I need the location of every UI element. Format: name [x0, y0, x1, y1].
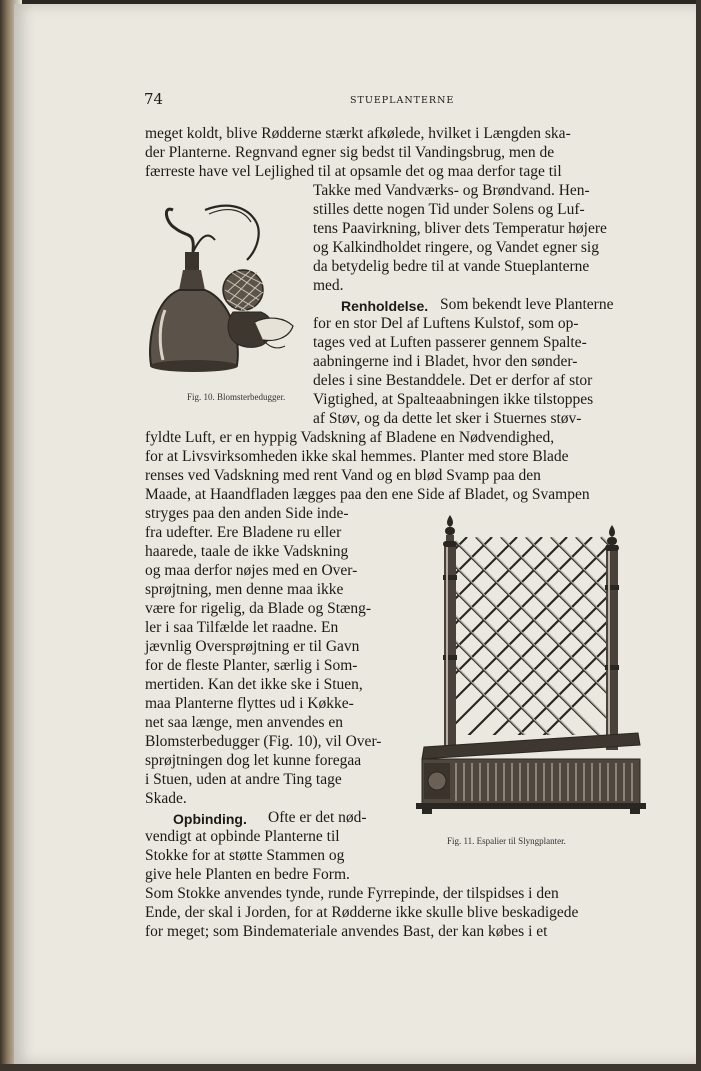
text-line: renses ved Vadskning med rent Vand og en blød Svamp paa den: [145, 467, 541, 484]
text-line: for en stor Del af Luftens Kulstof, som op-: [313, 315, 579, 332]
text-line: deles i sine Bestanddele. Det er derfor af stor: [313, 372, 593, 389]
text-line: Blomsterbedugger (Fig. 10), vil Over-: [145, 733, 382, 750]
text-line: Maade, at Haandfladen lægges paa den ene Side af Bladet, og Svampen: [145, 486, 590, 503]
text-line: Skade.: [145, 790, 187, 807]
text-line: for meget; som Bindemateriale anvendes Bast, der kan købes i et: [145, 923, 548, 940]
text-line: Takke med Vandværks- og Brøndvand. Hen-: [313, 182, 590, 199]
text-line: tages ved at Luften passerer gennem Spalte-: [313, 334, 587, 351]
text-line: sprøjtningen dog let kunne foregaa: [145, 752, 362, 769]
text-line: stryges paa den anden Side inde-: [145, 505, 349, 522]
text-line: maa Planterne flyttes ud i Køkke-: [145, 695, 354, 712]
text-line: Som bekendt leve Planterne: [440, 296, 614, 313]
text-line: da betydelig bedre til at vande Stueplanterne: [313, 258, 590, 275]
text-line: færreste have vel Lejlighed til at opsamle det og maa derfor tage til: [145, 163, 562, 180]
text-line: og maa derfor nøjes med en Over-: [145, 562, 358, 579]
text-line: sprøjtning, men denne maa ikke: [145, 581, 344, 598]
text-line: fra udefter. Ere Bladene ru eller: [145, 524, 342, 541]
text-line: med.: [313, 277, 344, 294]
text-line: der Planterne. Regnvand egner sig bedst til Vandingsbrug, men de: [145, 144, 555, 161]
fig11-caption: Fig. 11. Espalier til Slyngplanter.: [447, 836, 566, 846]
text-line: aabningerne ind i Bladet, hvor den sønder-: [313, 353, 578, 370]
text-line: meget koldt, blive Rødderne stærkt afkølede, hvilket i Længden ska-: [145, 125, 571, 142]
text-line: jævnlig Oversprøjtning er til Gavn: [145, 638, 360, 655]
text-line: ler i saa Tilfælde let raadne. En: [145, 619, 339, 636]
text-line: og Kalkindholdet ringere, og Vandet egner sig: [313, 239, 599, 256]
text-line: af Støv, og da dette let sker i Stuernes støv-: [313, 410, 582, 427]
section-heading-opbinding: Opbinding.: [173, 811, 247, 827]
text-line: Ende, der skal i Jorden, for at Rødderne ikke skulle blive beskadigede: [145, 904, 579, 921]
text-line: net saa længe, men anvendes en: [145, 714, 343, 731]
text-line: stilles dette nogen Tid under Solens og Luf-: [313, 201, 585, 218]
text-line: fyldte Luft, er en hyppig Vadskning af Bladene en Nødvendighed,: [145, 429, 555, 446]
text-line: for de fleste Planter, særlig i Som-: [145, 657, 358, 674]
text-line: Stokke for at støtte Stammen og: [145, 847, 345, 864]
text-line: haarede, taale de ikke Vadskning: [145, 543, 349, 560]
text-line: Som Stokke anvendes tynde, runde Fyrrepinde, der tilspidses i den: [145, 885, 559, 902]
text-line: Vigtighed, at Spalteaabningen ikke tilstoppes: [313, 391, 594, 408]
fig10-sprayer-illustration: [145, 200, 295, 385]
text-line: mertiden. Kan det ikke ske i Stuen,: [145, 676, 363, 693]
text-line: i Stuen, uden at andre Ting tage: [145, 771, 342, 788]
page-edge-bottom: [0, 1064, 701, 1071]
text-line: tens Paavirkning, bliver dets Temperatur højere: [313, 220, 607, 237]
running-title: STUEPLANTERNE: [350, 95, 455, 106]
text-line: Ofte er det nød-: [268, 809, 367, 826]
section-heading-renholdelse: Renholdelse.: [341, 298, 429, 314]
fig10-caption: Fig. 10. Blomsterbedugger.: [187, 392, 286, 402]
text-line: være for rigelig, da Blade og Stæng-: [145, 600, 371, 617]
fig11-trellis-illustration: [406, 515, 646, 815]
page-number: 74: [144, 90, 164, 108]
page-edge-right: [696, 0, 701, 1071]
text-line: give hele Planten en bedre Form.: [145, 866, 350, 883]
text-line: for at Livsvirksomheden ikke skal hemmes. Planter med store Blade: [145, 448, 569, 465]
text-line: vendigt at opbinde Planterne til: [145, 828, 340, 845]
